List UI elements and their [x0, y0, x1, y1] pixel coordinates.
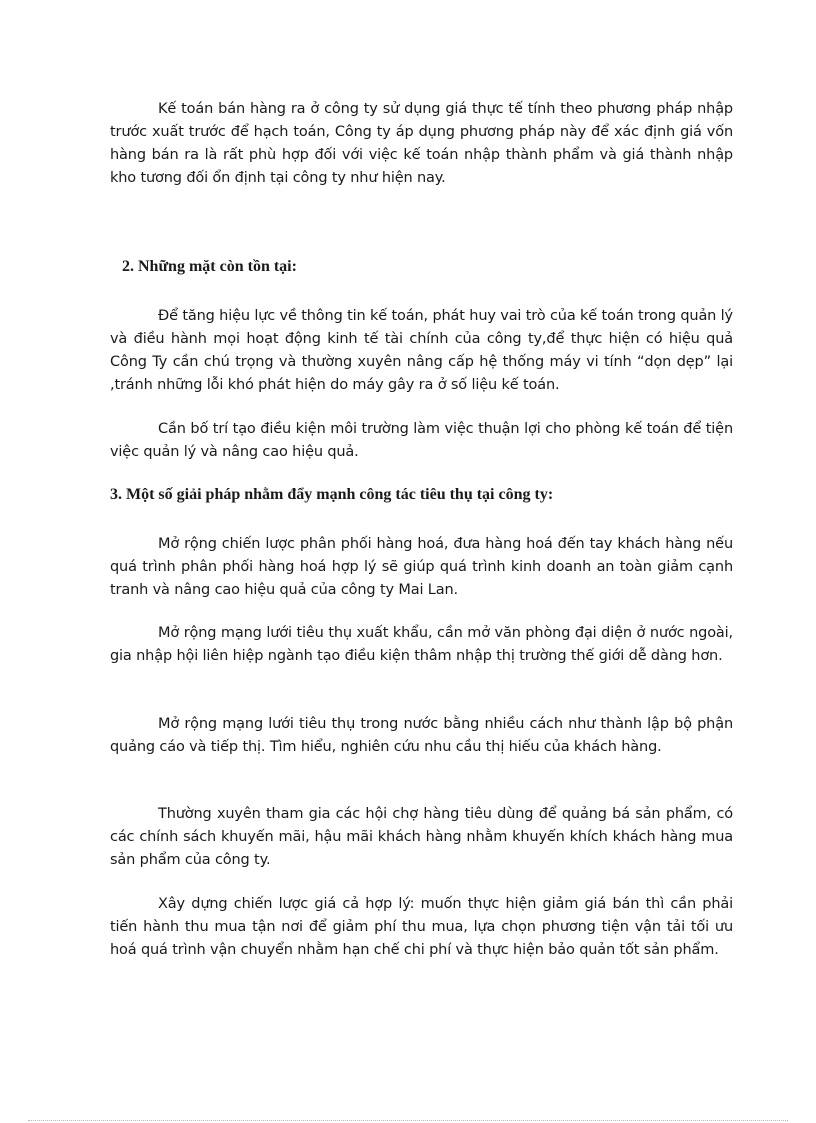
section-3-paragraph-3: Mở rộng mạng lưới tiêu thụ trong nước bằng nhiều cách như thành lập bộ phận quảng cáo và tiếp thị. Tìm hiểu, nghiên cứu nhu cầu thị hiếu của khách hàng. [110, 716, 733, 755]
section-2-paragraph-1: Để tăng hiệu lực về thông tin kế toán, phát huy vai trò của kế toán trong quản lý và điều hành mọi hoạt động kinh tế tài chính của công ty,để thực hiện có hiệu quả Công Ty cần chú trọng và thường xuyên nâng cấp hệ thống máy vi tính “dọn dẹp” lại ,tránh những lỗi khó phát hiện do máy gây ra ở số liệu kế toán. [110, 308, 733, 393]
section-2-paragraph-2: Cần bố trí tạo điều kiện môi trường làm việc thuận lợi cho phòng kế toán để tiện việc quản lý và nâng cao hiệu quả. [110, 421, 733, 460]
section-3-paragraph-2: Mở rộng mạng lưới tiêu thụ xuất khẩu, cần mở văn phòng đại diện ở nước ngoài, gia nhập hội liên hiệp ngành tạo điều kiện thâm nhập thị trường thế giới dễ dàng hơn. [110, 625, 733, 664]
section-2-heading: 2. Những mặt còn tồn tại: [122, 258, 297, 275]
section-3-paragraph-5: Xây dựng chiến lược giá cả hợp lý: muốn thực hiện giảm giá bán thì cần phải tiến hành thu mua tận nơi để giảm phí thu mua, lựa chọn phương tiện vận tải tối ưu hoá quá trình vận chuyển nhằm hạn chế chi phí và thực hiện bảo quản tốt sản phẩm. [110, 896, 733, 958]
section-3-paragraph-4: Thường xuyên tham gia các hội chợ hàng tiêu dùng để quảng bá sản phẩm, có các chính sách khuyến mãi, hậu mãi khách hàng nhằm khuyến khích khách hàng mua sản phẩm của công ty. [110, 806, 733, 868]
intro-paragraph: Kế toán bán hàng ra ở công ty sử dụng giá thực tế tính theo phương pháp nhập trước xuất trước để hạch toán, Công ty áp dụng phương pháp này để xác định giá vốn hàng bán ra là rất phù hợp đối với việc kế toán nhập thành phẩm và giá thành nhập kho tương đối ổn định tại công ty như hiện nay. [110, 101, 733, 186]
page-bottom-divider [28, 1120, 788, 1121]
section-3-paragraph-1: Mở rộng chiến lược phân phối hàng hoá, đưa hàng hoá đến tay khách hàng nếu quá trình phân phối hàng hoá hợp lý sẽ giúp quá trình kinh doanh an toàn giảm cạnh tranh và nâng cao hiệu quả của công ty Mai Lan. [110, 536, 733, 598]
section-3-heading: 3. Một số giải pháp nhằm đẩy mạnh công tác tiêu thụ tại công ty: [110, 486, 554, 503]
